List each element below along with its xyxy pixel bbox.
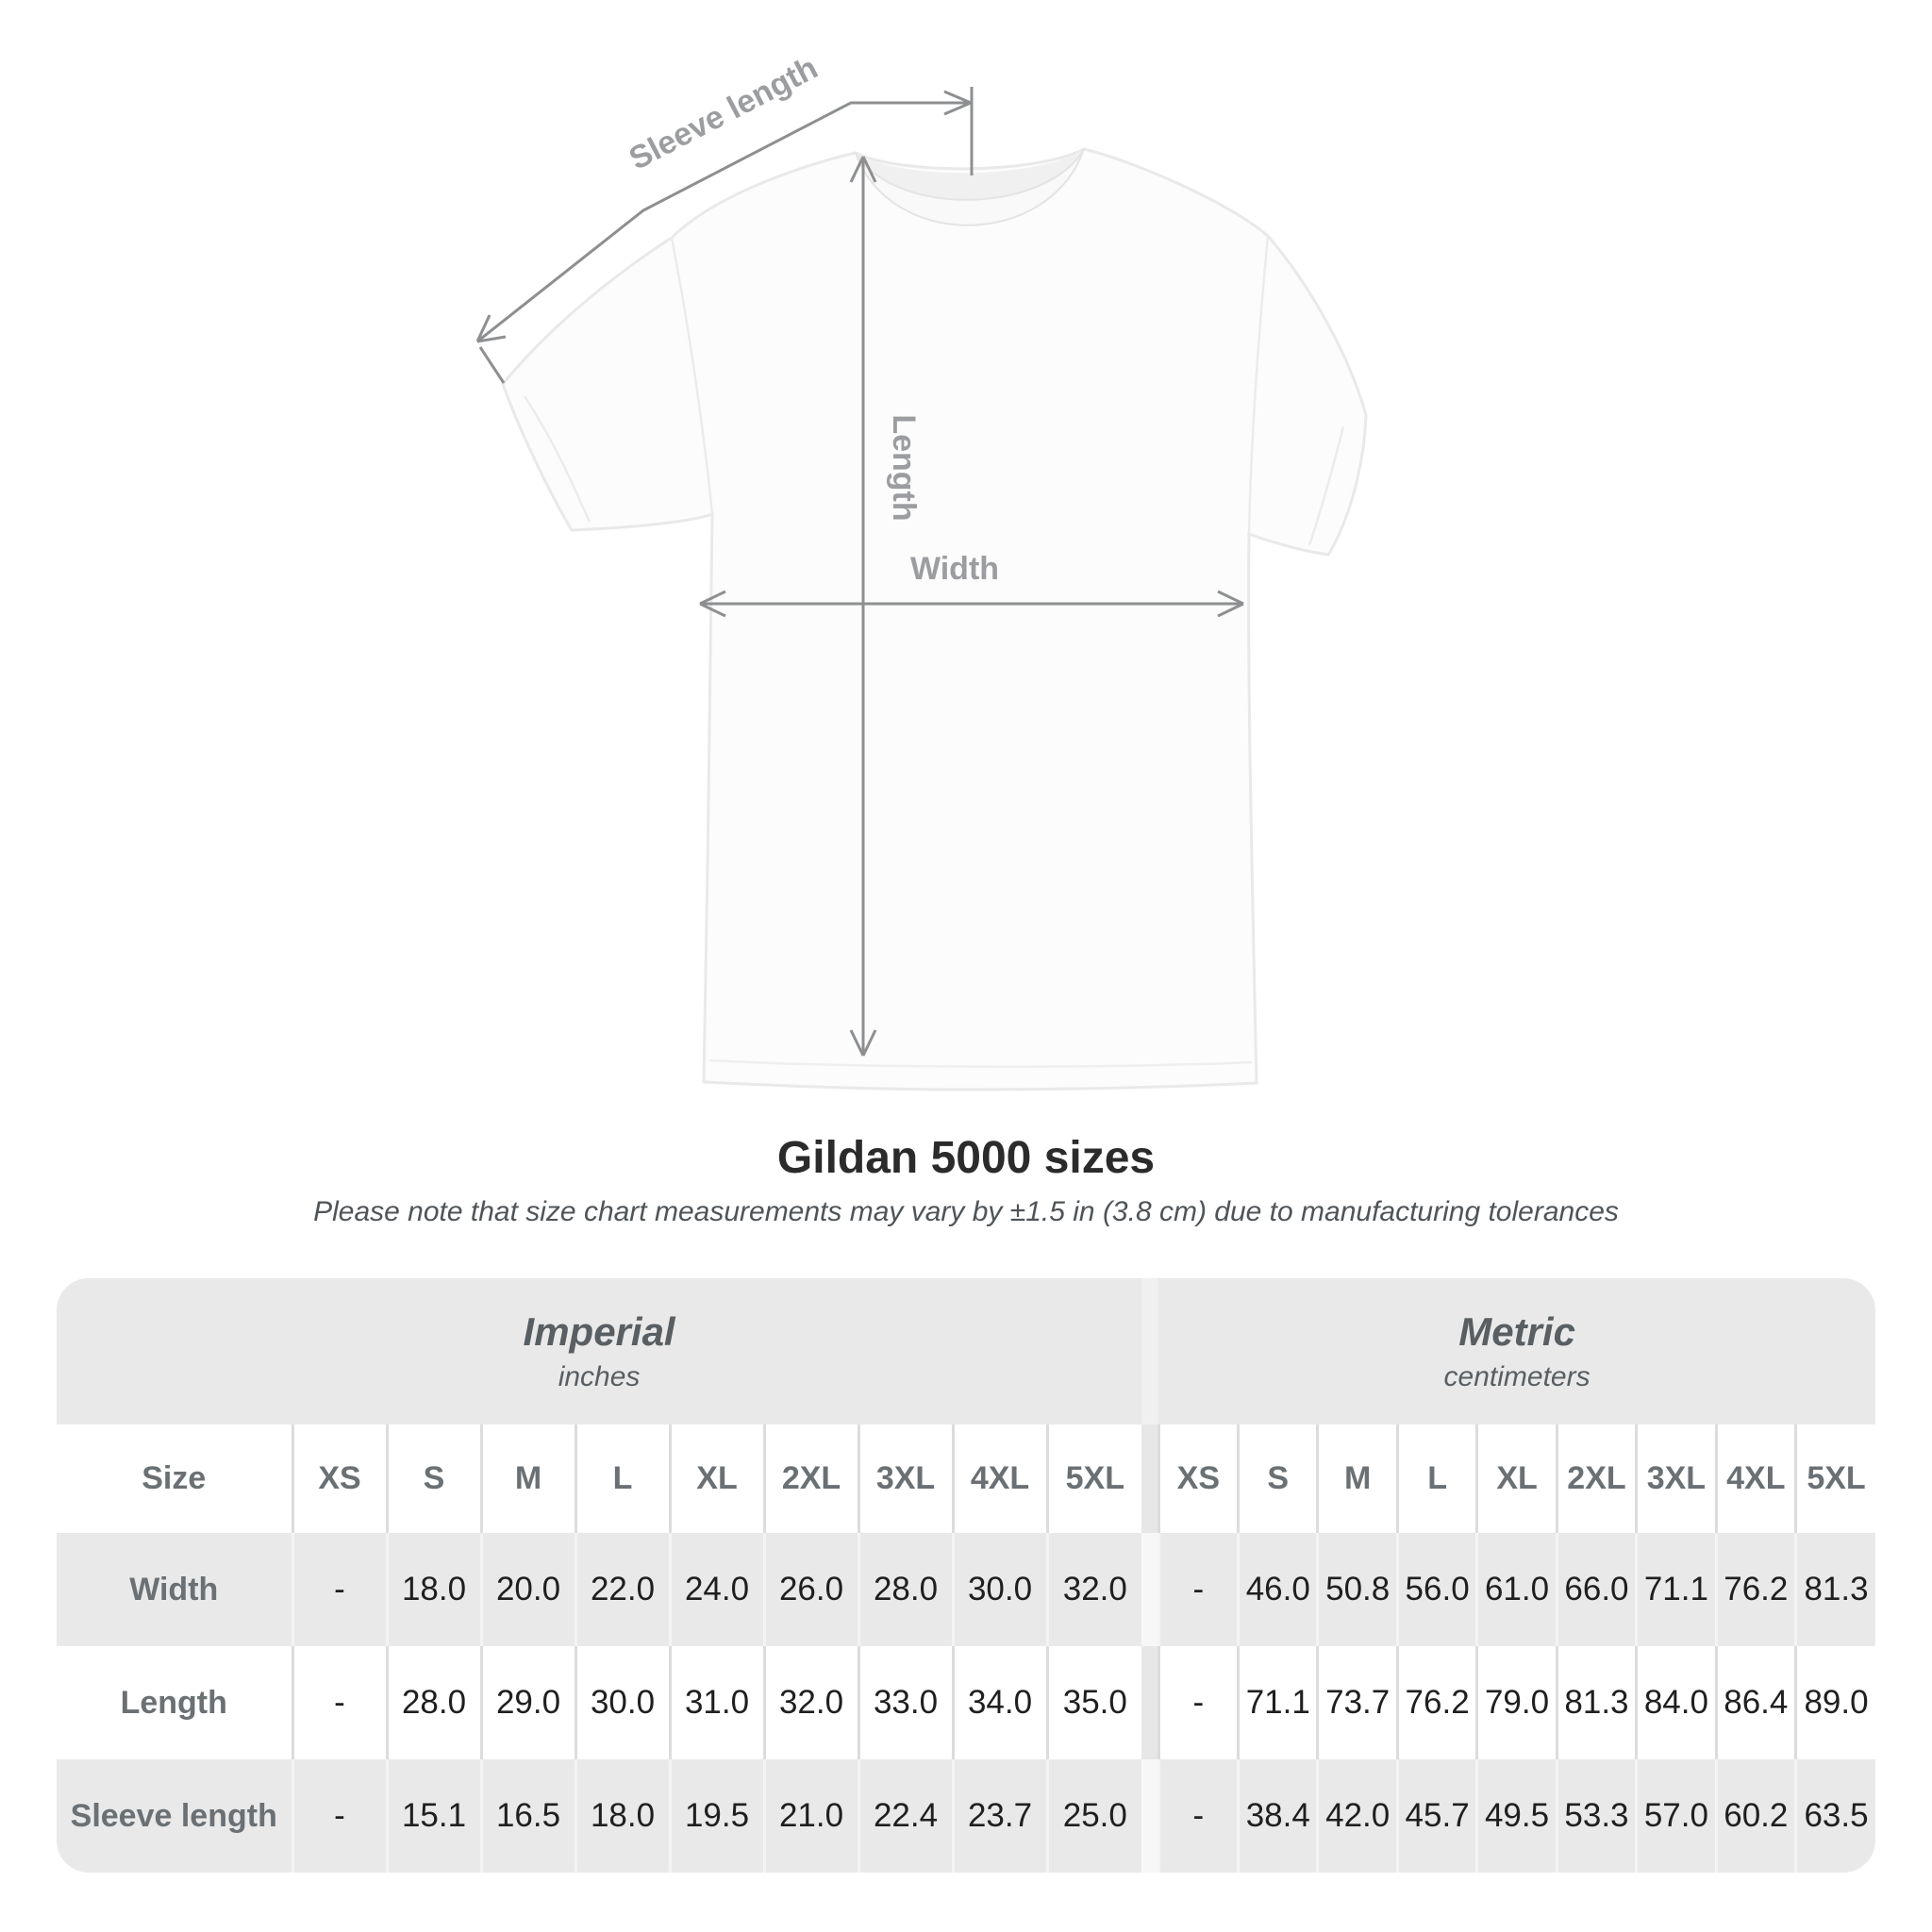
value-cell: 56.0 bbox=[1397, 1533, 1476, 1646]
value-cell: 79.0 bbox=[1477, 1646, 1557, 1759]
value-cell: - bbox=[1158, 1759, 1238, 1873]
value-cell: - bbox=[292, 1646, 387, 1759]
table-row-sleeve-length bbox=[57, 1759, 1875, 1873]
value-cell: 46.0 bbox=[1239, 1533, 1318, 1646]
size-col-header: 3XL bbox=[1637, 1424, 1716, 1533]
table-row-width bbox=[57, 1533, 1875, 1646]
imperial-group-unit: inches bbox=[558, 1360, 641, 1392]
value-cell: 60.2 bbox=[1716, 1759, 1795, 1873]
size-col-header: XS bbox=[292, 1424, 387, 1533]
value-cell: 49.5 bbox=[1477, 1759, 1557, 1873]
width-label: Width bbox=[909, 551, 1000, 587]
size-col-header: 4XL bbox=[953, 1424, 1047, 1533]
size-col-header: 5XL bbox=[1796, 1424, 1875, 1533]
value-cell: 24.0 bbox=[670, 1533, 764, 1646]
value-cell: 18.0 bbox=[387, 1533, 481, 1646]
value-cell: 63.5 bbox=[1796, 1759, 1875, 1873]
value-cell: 73.7 bbox=[1318, 1646, 1397, 1759]
value-cell: 23.7 bbox=[953, 1759, 1047, 1873]
value-cell: 50.8 bbox=[1318, 1533, 1397, 1646]
size-col-header: M bbox=[481, 1424, 575, 1533]
row-label: Length bbox=[120, 1684, 227, 1721]
value-cell: 20.0 bbox=[481, 1533, 575, 1646]
value-cell: 30.0 bbox=[575, 1646, 670, 1759]
size-header-row bbox=[57, 1424, 1875, 1533]
value-cell: 38.4 bbox=[1239, 1759, 1318, 1873]
page-title: Gildan 5000 sizes bbox=[776, 1133, 1156, 1183]
metric-group-header bbox=[1158, 1278, 1875, 1424]
size-col-header: 3XL bbox=[858, 1424, 953, 1533]
row-label: Width bbox=[129, 1571, 219, 1607]
sleeve-length-extension bbox=[480, 347, 504, 383]
length-label: Length bbox=[886, 414, 922, 522]
value-cell: 16.5 bbox=[481, 1759, 575, 1873]
value-cell: 31.0 bbox=[670, 1646, 764, 1759]
imperial-group-label: Imperial bbox=[523, 1308, 675, 1354]
page-subtitle: Please note that size chart measurements may vary by ±1.5 in (3.8 cm) due to manufacturing tolerances bbox=[313, 1196, 1619, 1227]
size-col-header: 4XL bbox=[1716, 1424, 1795, 1533]
value-cell: 22.4 bbox=[858, 1759, 953, 1873]
value-cell: 84.0 bbox=[1637, 1646, 1716, 1759]
value-cell: 71.1 bbox=[1239, 1646, 1318, 1759]
value-cell: 76.2 bbox=[1397, 1646, 1476, 1759]
unit-header-row bbox=[57, 1278, 1875, 1424]
value-cell: 45.7 bbox=[1397, 1759, 1476, 1873]
value-cell: 35.0 bbox=[1047, 1646, 1141, 1759]
value-cell: - bbox=[292, 1533, 387, 1646]
size-header-cell: Size bbox=[142, 1460, 207, 1496]
section-divider bbox=[1141, 1533, 1158, 1646]
size-col-header: 2XL bbox=[764, 1424, 858, 1533]
value-cell: 15.1 bbox=[387, 1759, 481, 1873]
value-cell: 28.0 bbox=[387, 1646, 481, 1759]
size-col-header: 5XL bbox=[1047, 1424, 1141, 1533]
size-col-header: L bbox=[575, 1424, 670, 1533]
section-divider bbox=[1141, 1424, 1158, 1533]
value-cell: 34.0 bbox=[953, 1646, 1047, 1759]
value-cell: 42.0 bbox=[1318, 1759, 1397, 1873]
value-cell: 86.4 bbox=[1716, 1646, 1795, 1759]
value-cell: 32.0 bbox=[1047, 1533, 1141, 1646]
size-col-header: XS bbox=[1158, 1424, 1238, 1533]
value-cell: 89.0 bbox=[1796, 1646, 1875, 1759]
size-col-header: L bbox=[1397, 1424, 1476, 1533]
value-cell: 19.5 bbox=[670, 1759, 764, 1873]
value-cell: 26.0 bbox=[764, 1533, 858, 1646]
value-cell: 30.0 bbox=[953, 1533, 1047, 1646]
table-row-length bbox=[57, 1646, 1875, 1759]
value-cell: 53.3 bbox=[1557, 1759, 1636, 1873]
section-divider bbox=[1141, 1646, 1158, 1759]
value-cell: 57.0 bbox=[1637, 1759, 1716, 1873]
value-cell: 71.1 bbox=[1637, 1533, 1716, 1646]
value-cell: 29.0 bbox=[481, 1646, 575, 1759]
value-cell: 25.0 bbox=[1047, 1759, 1141, 1873]
sleeve-length-label: Sleeve length bbox=[623, 49, 824, 177]
value-cell: 61.0 bbox=[1477, 1533, 1557, 1646]
row-label: Sleeve length bbox=[70, 1797, 277, 1834]
value-cell: 76.2 bbox=[1716, 1533, 1795, 1646]
value-cell: - bbox=[1158, 1533, 1238, 1646]
section-divider bbox=[1141, 1759, 1158, 1873]
value-cell: 28.0 bbox=[858, 1533, 953, 1646]
value-cell: - bbox=[1158, 1646, 1238, 1759]
value-cell: 21.0 bbox=[764, 1759, 858, 1873]
value-cell: - bbox=[292, 1759, 387, 1873]
section-divider bbox=[1141, 1278, 1158, 1424]
value-cell: 66.0 bbox=[1557, 1533, 1636, 1646]
size-col-header: S bbox=[1239, 1424, 1318, 1533]
size-col-header: XL bbox=[1477, 1424, 1557, 1533]
size-chart-table bbox=[57, 1278, 1875, 1873]
size-col-header: M bbox=[1318, 1424, 1397, 1533]
value-cell: 33.0 bbox=[858, 1646, 953, 1759]
value-cell: 18.0 bbox=[575, 1759, 670, 1873]
imperial-group-header bbox=[57, 1278, 1141, 1424]
metric-group-label: Metric bbox=[1458, 1308, 1575, 1354]
size-col-header: S bbox=[387, 1424, 481, 1533]
size-col-header: 2XL bbox=[1557, 1424, 1636, 1533]
tshirt-illustration bbox=[503, 149, 1366, 1090]
tshirt-outline bbox=[503, 149, 1366, 1090]
size-col-header: XL bbox=[670, 1424, 764, 1533]
value-cell: 32.0 bbox=[764, 1646, 858, 1759]
value-cell: 81.3 bbox=[1796, 1533, 1875, 1646]
value-cell: 22.0 bbox=[575, 1533, 670, 1646]
value-cell: 81.3 bbox=[1557, 1646, 1636, 1759]
metric-group-unit: centimeters bbox=[1443, 1360, 1591, 1392]
